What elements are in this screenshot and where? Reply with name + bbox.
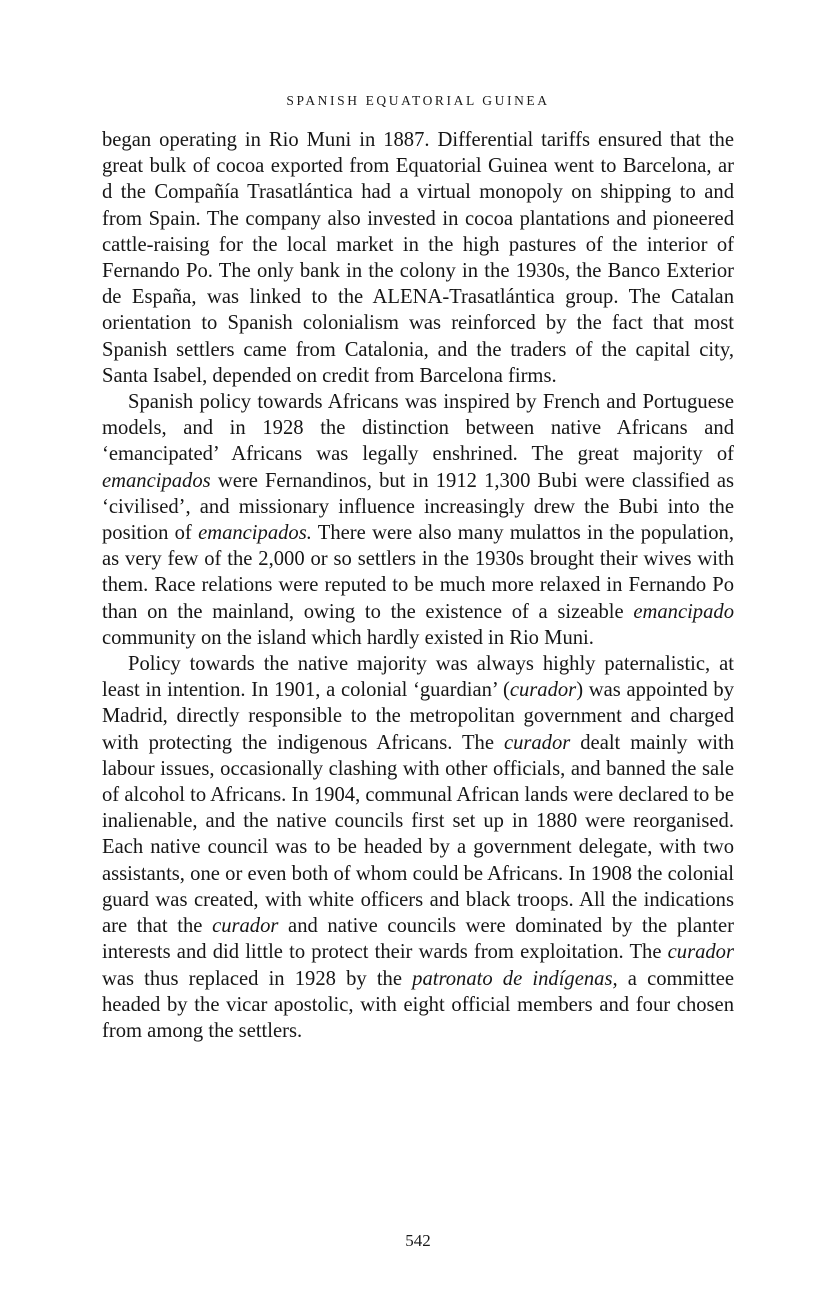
- paragraph-3-text-1: Policy towards the native majority was always highly paternalistic, at least in intention. In 1901, a colonial ‘guardian’ (: [102, 653, 734, 702]
- paragraph-3-text-6: a committee headed by the vicar apostolic, with eight official members and four chosen from among the settlers.: [102, 967, 734, 1042]
- body-text: [102, 127, 734, 1044]
- paragraph-3-text-2: ) was appointed by Madrid, directly responsible to the metropolitan government and charged with protecting the indigenous Africans. The: [102, 679, 734, 754]
- italic-term-emancipados-2: emancipados.: [198, 522, 312, 545]
- paragraph-3: [102, 651, 734, 1044]
- italic-term-curador: curador: [509, 679, 577, 702]
- paragraph-2: [102, 389, 734, 651]
- italic-term-emancipado: emancipado: [633, 600, 734, 623]
- paragraph-2-text-3: There were also many mulattos in the population, as very few of the 2,000 or so settlers in the 1930s brought their wives with them. Race relations were reputed to be much more relaxed in Fernando Po than on the mainland, owing to the existence of a sizeable: [102, 522, 734, 623]
- italic-term-patronato: patronato de indígenas,: [412, 967, 618, 990]
- italic-term-emancipados: emancipados: [102, 469, 211, 492]
- paragraph-3-text-5: was thus replaced in 1928 by the: [102, 967, 413, 990]
- italic-term-curador-4: curador: [667, 941, 734, 964]
- paragraph-2-text-4: community on the island which hardly existed in Rio Muni.: [102, 626, 594, 649]
- paragraph-1-text: began operating in Rio Muni in 1887. Differential tariffs ensured that the great bulk of cocoa exported from Equatorial Guinea went to Barcelona, ar d the Compañía Trasatlántica had a virtual monopoly on shipping to and from Spain. The company also invested in cocoa plantations and pioneered cattle-raising for the local market in the high pastures of the interior of Fernando Po. The only bank in the colony in the 1930s, the Banco Exterior de España, was linked to the ALENA-Trasatlántica group. The Catalan orientation to Spanish colonialism was reinforced by the fact that most Spanish settlers came from Catalonia, and the traders of the capital city, Santa Isabel, depended on credit from Barcelona firms.: [102, 129, 734, 387]
- italic-term-curador-3: curador: [212, 915, 279, 938]
- paragraph-3-text-4: and native councils were dominated by the planter interests and did little to protect their wards from exploitation. The: [102, 915, 734, 964]
- page-number: 542: [405, 1231, 431, 1250]
- running-head: SPANISH EQUATORIAL GUINEA: [286, 93, 550, 108]
- paragraph-2-text-1: Spanish policy towards Africans was inspired by French and Portuguese models, and in 1928 the distinction between native Africans and ‘emancipated’ Africans was legally enshrined. The great majority of: [102, 391, 734, 466]
- paragraph-2-text-2: were Fernandinos, but in 1912 1,300 Bubi were classified as ‘civilised’, and missionary influence increasingly drew the Bubi into the position of: [102, 469, 734, 545]
- paragraph-1: [102, 127, 734, 389]
- italic-term-curador-2: curador: [503, 731, 571, 754]
- paragraph-3-text-3: dealt mainly with labour issues, occasionally clashing with other officials, and banned the sale of alcohol to Africans. In 1904, communal African lands were declared to be inalienable, and the native councils first set up in 1880 were reorganised. Each native council was to be headed by a government delegate, with two assistants, one or even both of whom could be Africans. In 1908 the colonial guard was created, with white officers and black troops. All the indications are that the: [102, 731, 734, 938]
